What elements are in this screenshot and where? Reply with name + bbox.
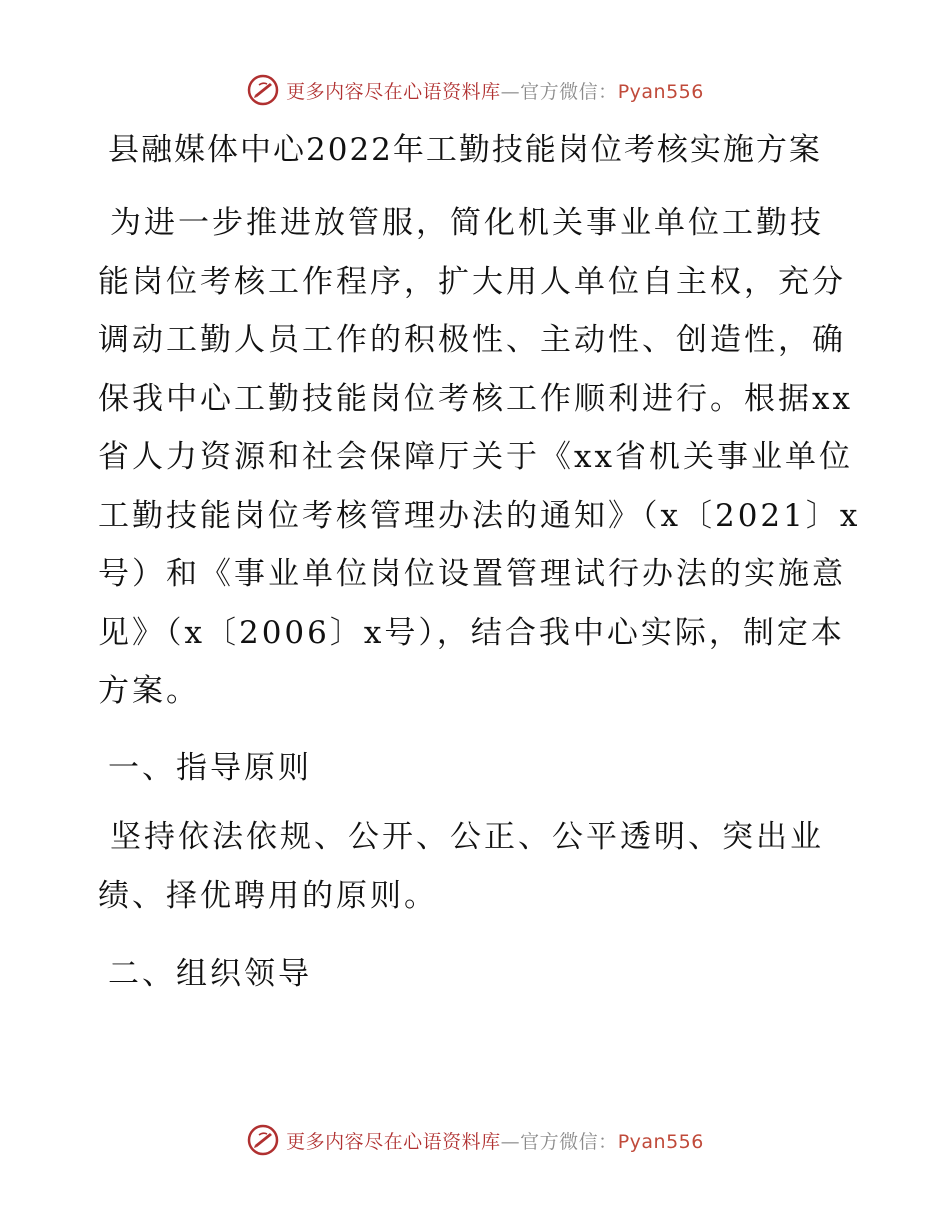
- paragraph-line: 能岗位考核工作程序，扩大用人单位自主权，充分: [98, 263, 846, 300]
- paragraph-line: 保我中心工勤技能岗位考核工作顺利进行。根据xx: [98, 380, 853, 417]
- watermark-banner-bottom: [0, 1120, 950, 1160]
- book-pen-logo-icon: [246, 73, 280, 107]
- paragraph-line: 方案。: [98, 673, 200, 709]
- paragraph-line: 工勤技能岗位考核管理办法的通知》（x〔2021〕x: [98, 497, 861, 534]
- intro-paragraph: [98, 194, 861, 721]
- paragraph-line: 调动工勤人员工作的积极性、主动性、创造性，确: [98, 322, 846, 358]
- paragraph-line: 省人力资源和社会保障厅关于《xx省机关事业单位: [98, 439, 853, 475]
- watermark-banner-top: [0, 70, 950, 110]
- paragraph-line: 为进一步推进放管服，简化机关事业单位工勤技: [110, 205, 824, 241]
- section-heading-organization-leadership: 二、组织领导: [108, 956, 312, 992]
- paragraph-line: 号）和《事业单位岗位设置管理试行办法的实施意: [98, 556, 846, 592]
- section-heading-guiding-principles: 一、指导原则: [108, 750, 312, 786]
- book-pen-logo-icon: [246, 1123, 280, 1157]
- principles-paragraph: [98, 808, 858, 925]
- paragraph-line: 绩、择优聘用的原则。: [98, 877, 438, 914]
- paragraph-line: 坚持依法依规、公开、公正、公平透明、突出业: [110, 819, 824, 855]
- document-title: 县融媒体中心2022年工勤技能岗位考核实施方案: [108, 132, 822, 168]
- watermark-text: 更多内容尽在心语资料库—官方微信：Pyan556: [286, 80, 704, 103]
- paragraph-line: 见》（x〔2006〕x号），结合我中心实际，制定本: [98, 614, 845, 651]
- watermark-text: 更多内容尽在心语资料库—官方微信：Pyan556: [286, 1130, 704, 1153]
